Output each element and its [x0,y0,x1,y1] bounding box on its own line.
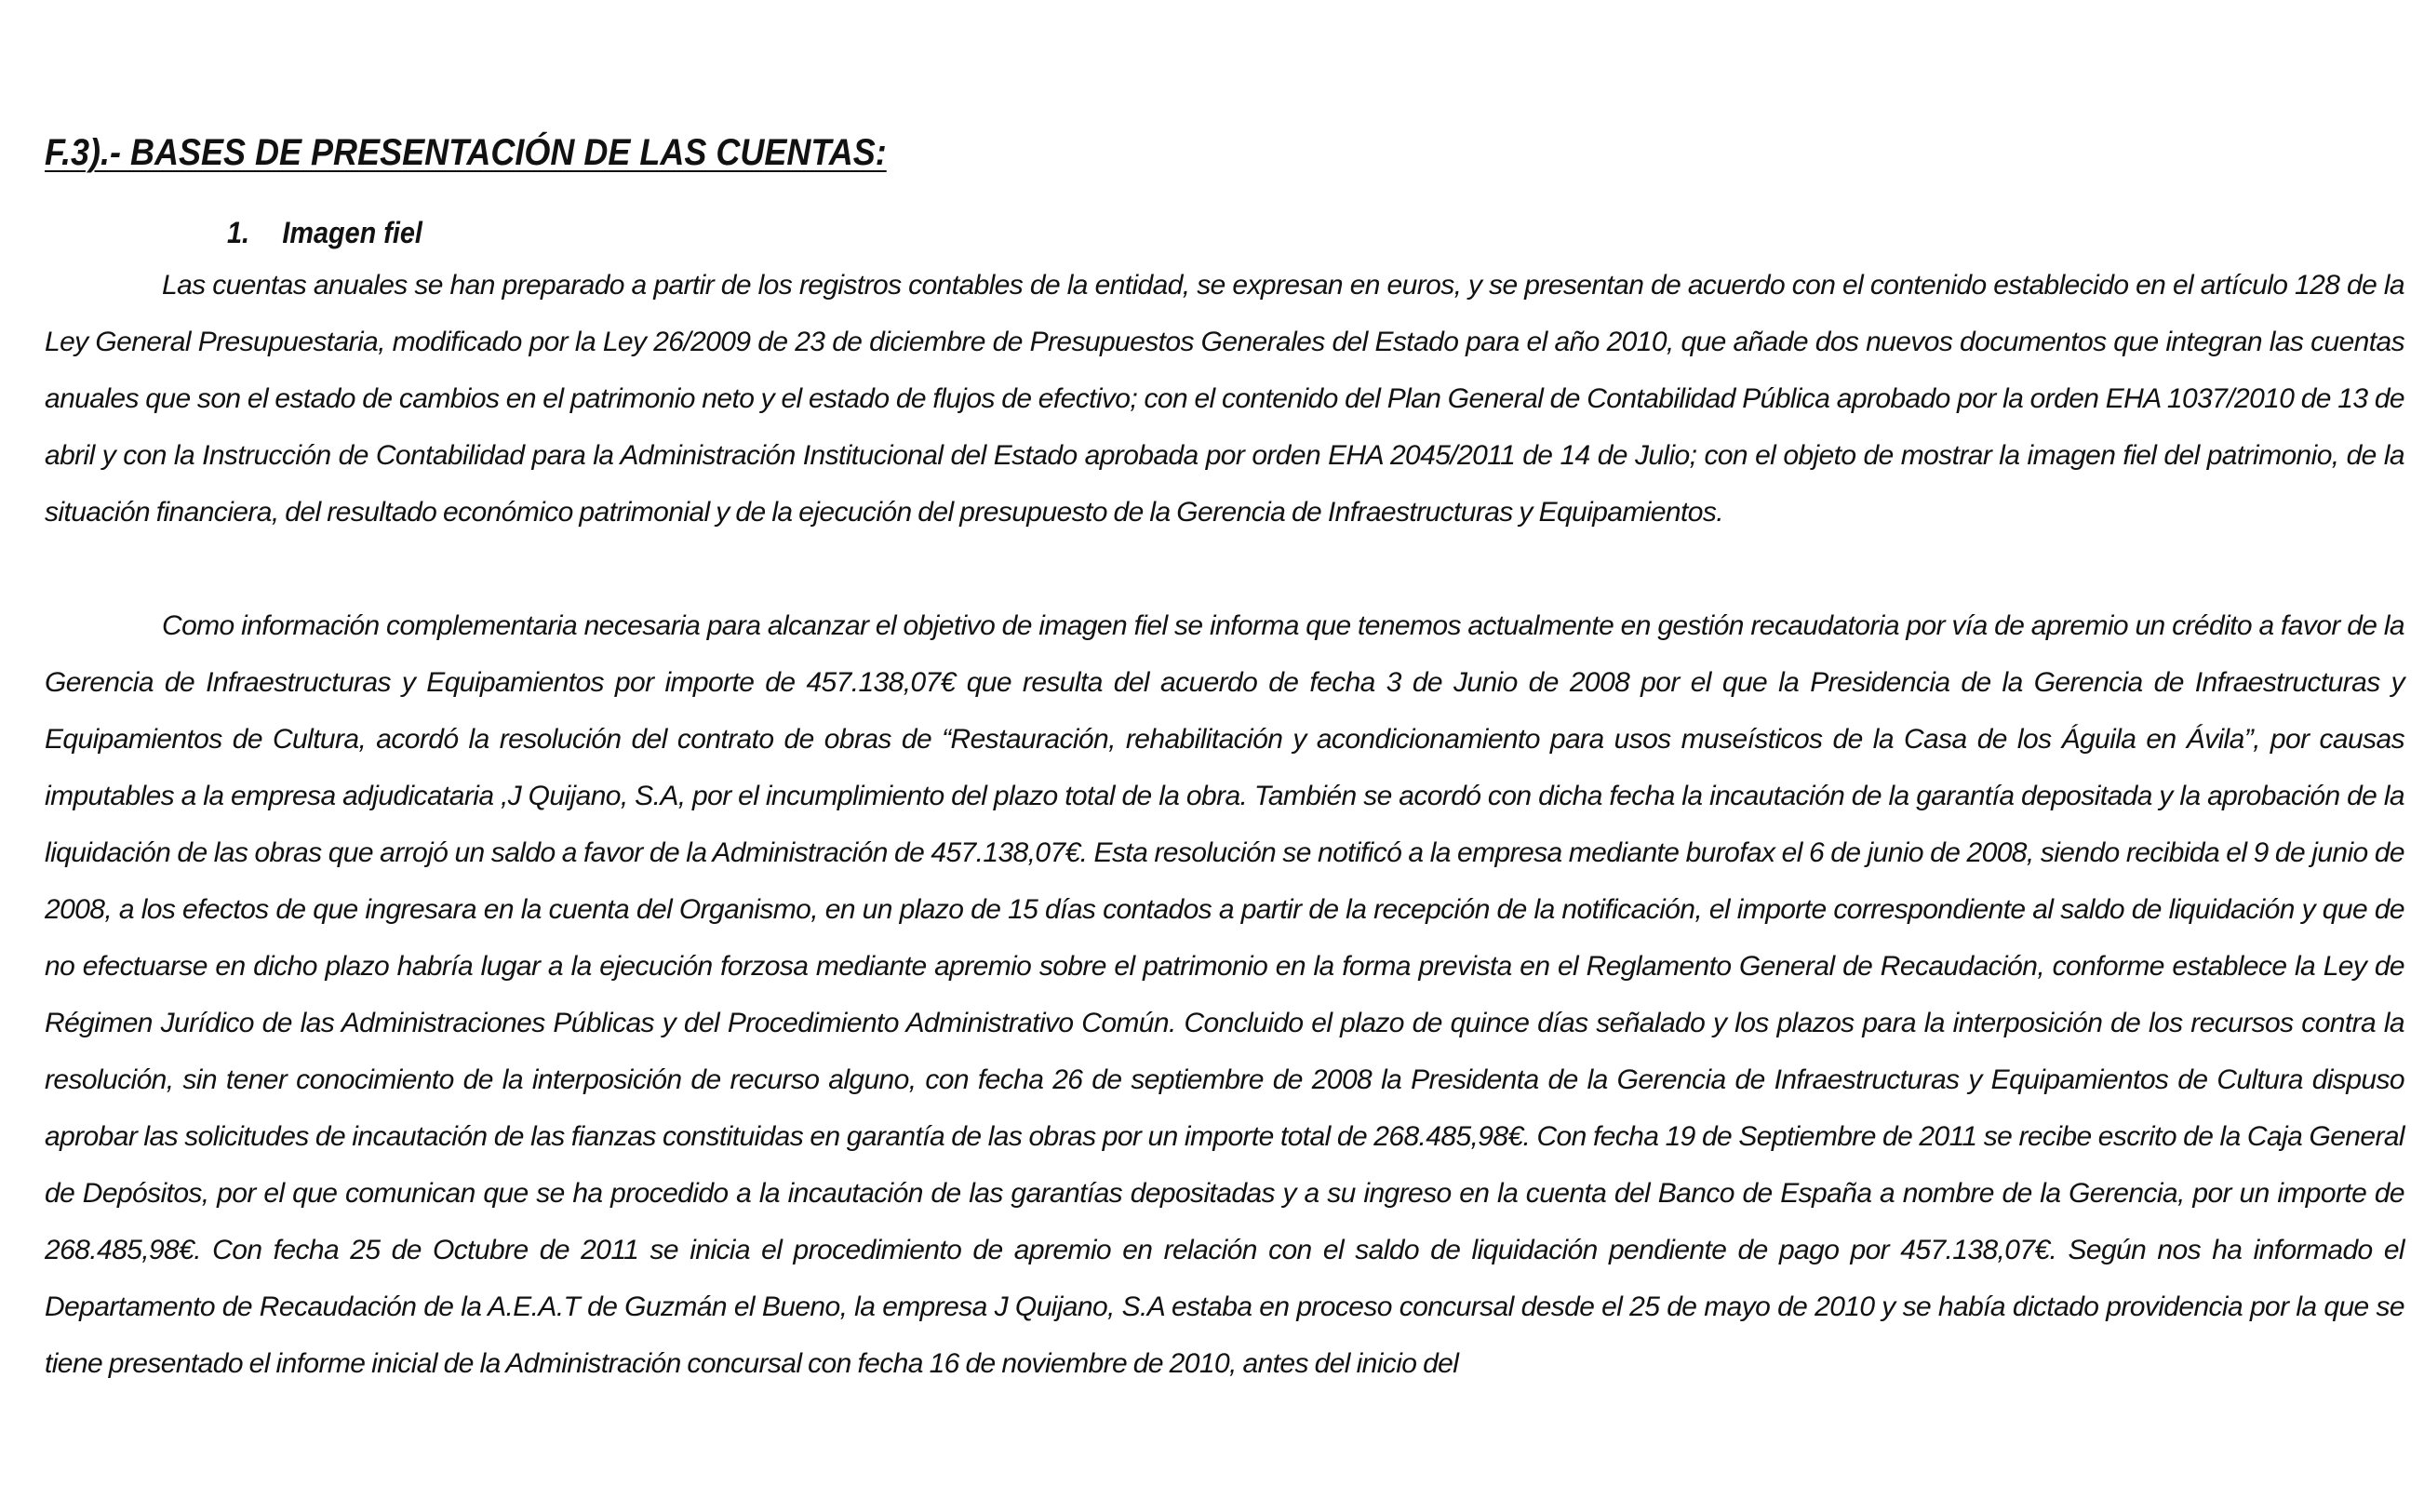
paragraph-imagen-fiel: Las cuentas anuales se han preparado a partir de los registros contables de la entidad, se expresan en euros, y se presentan de acuerdo con el contenido establecido en el artículo 128 de la Ley General Presupuestaria, modificado por la Ley 26/2009 de 23 de diciembre de Presupuestos Generales del Estado para el año 2010, que añade dos nuevos documentos que integran las cuentas anuales que son el estado de cambios en el patrimonio neto y el estado de flujos de efectivo; con el contenido del Plan General de Contabilidad Pública aprobado por la orden EHA 1037/2010 de 13 de abril y con la Instrucción de Contabilidad para la Administración Institucional del Estado aprobada por orden EHA 2045/2011 de 14 de Julio; con el objeto de mostrar la imagen fiel del patrimonio, de la situación financiera, del resultado económico patrimonial y de la ejecución del presupuesto de la Gerencia de Infraestructuras y Equipamientos. [45,270,2404,528]
subsection-number: 1. [227,216,250,249]
section-title: F.3).- BASES DE PRESENTACIÓN DE LAS CUENTAS: [45,132,887,173]
subsection-title: Imagen fiel [282,216,422,249]
paragraph-informacion-complementaria: Como información complementaria necesaria para alcanzar el objetivo de imagen fiel se informa que tenemos actualmente en gestión recaudatoria por vía de apremio un crédito a favor de la Gerencia de Infraestructuras y Equipamientos por importe de 457.138,07€ que resulta del acuerdo de fecha 3 de Junio de 2008 por el que la Presidencia de la Gerencia de Infraestructuras y Equipamientos de Cultura, acordó la resolución del contrato de obras de “Restauración, rehabilitación y acondicionamiento para usos museísticos de la Casa de los Águila en Ávila”, por causas imputables a la empresa adjudicataria ,J Quijano, S.A, por el incumplimiento del plazo total de la obra. También se acordó con dicha fecha la incautación de la garantía depositada y la aprobación de la liquidación de las obras que arrojó un saldo a favor de la Administración de 457.138,07€. Esta resolución se notificó a la empresa mediante burofax el 6 de junio de 2008, siendo recibida el 9 de junio de 2008, a los efectos de que ingresara en la cuenta del Organismo, en un plazo de 15 días contados a partir de la recepción de la notificación, el importe correspondiente al saldo de liquidación y que de no efectuarse en dicho plazo habría lugar a la ejecución forzosa mediante apremio sobre el patrimonio en la forma prevista en el Reglamento General de Recaudación, conforme establece la Ley de Régimen Jurídico de las Administraciones Públicas y del Procedimiento Administrativo Común. Concluido el plazo de quince días señalado y los plazos para la interposición de los recursos contra la resolución, sin tener conocimiento de la interposición de recurso alguno, con fecha 26 de septiembre de 2008 la Presidenta de la Gerencia de Infraestructuras y Equipamientos de Cultura dispuso aprobar las solicitudes de incautación de las fianzas constituidas en garantía de las obras por un importe total de 268.485,98€. Con fecha 19 de Septiembre de 2011 se recibe escrito de la Caja General de Depósitos, por el que comunican que se ha procedido a la incautación de las garantías depositadas y a su ingreso en la cuenta del Banco de España a nombre de la Gerencia, por un importe de 268.485,98€. Con fecha 25 de Octubre de 2011 se inicia el procedimiento de apremio en relación con el saldo de liquidación pendiente de pago por 457.138,07€. Según nos ha informado el Departamento de Recaudación de la A.E.A.T de Guzmán el Bueno, la empresa J Quijano, S.A estaba en proceso concursal desde el 25 de mayo de 2010 y se había dictado providencia por la que se tiene presentado el informe inicial de la Administración concursal con fecha 16 de noviembre de 2010, antes del inicio del [45,610,2404,1379]
paragraph-spacer [45,541,2404,597]
document-page [45,123,2404,1392]
subsection-heading [227,208,2187,257]
